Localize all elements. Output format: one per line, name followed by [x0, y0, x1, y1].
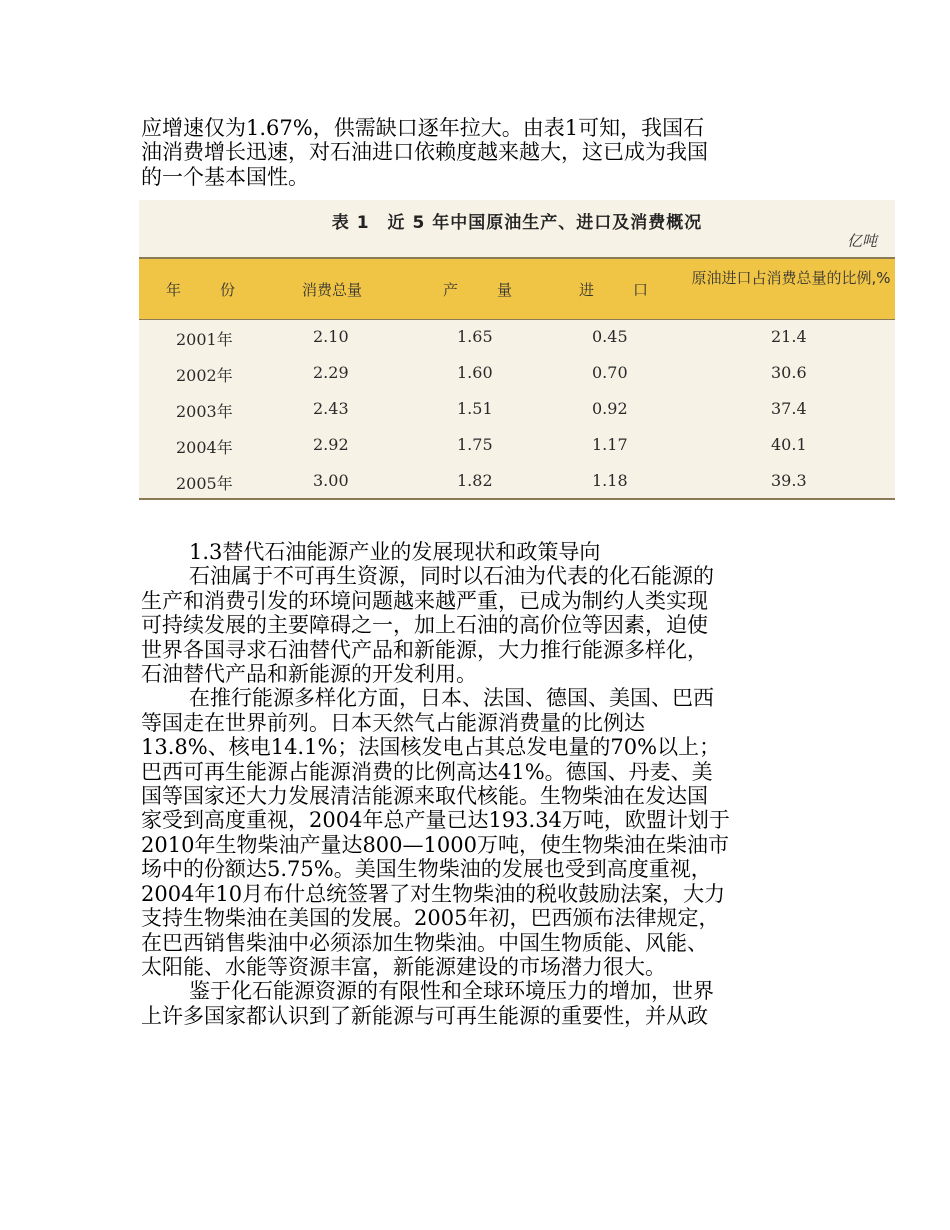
table-header-row: [139, 257, 895, 320]
text-line: 的一个基本国性。: [141, 164, 309, 189]
section-heading: 1.3替代石油能源产业的发展现状和政策导向: [189, 540, 601, 564]
cell-consumption: 3.00: [313, 471, 349, 490]
text-line: 鉴于化石能源资源的有限性和全球环境压力的增加，世界: [189, 979, 714, 1004]
cell-consumption: 2.10: [313, 327, 349, 346]
table-row: [139, 428, 895, 464]
cell-year: 2003年: [176, 402, 233, 421]
text-line: 石油属于不可再生资源，同时以石油为代表的化石能源的: [189, 564, 714, 589]
text-line: 在巴西销售柴油中必须添加生物柴油。中国生物质能、风能、: [141, 930, 708, 955]
text-line: 国等国家还大力发展清洁能源来取代核能。生物柴油在发达国: [141, 784, 708, 809]
cell-ratio: 39.3: [771, 471, 807, 490]
table-title: 表 1 近 5 年中国原油生产、进口及消费概况: [331, 213, 703, 233]
cell-ratio: 40.1: [771, 435, 807, 454]
cell-consumption: 2.92: [313, 435, 349, 454]
text-line: 太阳能、水能等资源丰富，新能源建设的市场潜力很大。: [141, 954, 666, 979]
text-line: 支持生物柴油在美国的发展。2005年初，巴西颁布法律规定，: [141, 906, 720, 931]
cell-import: 0.70: [592, 363, 628, 382]
cell-consumption: 2.43: [313, 399, 349, 418]
cell-import: 1.17: [592, 435, 628, 454]
text-line: 应增速仅为1.67%，供需缺口逐年拉大。由表1可知，我国石: [141, 116, 705, 140]
cell-production: 1.51: [457, 399, 493, 418]
text-line: 2010年生物柴油产量达800—1000万吨，使生物柴油在柴油市: [141, 832, 729, 857]
text-line: 上许多国家都认识到了新能源与可再生能源的重要性，并从政: [141, 1003, 708, 1028]
text-line: 生产和消费引发的环境问题越来越严重，已成为制约人类实现: [141, 588, 708, 613]
text-line: 油消费增长迅速，对石油进口依赖度越来越大，这已成为我国: [141, 140, 708, 165]
header-import-ratio: 原油进口占消费总量的比例,%: [691, 269, 891, 287]
text-line: 世界各国寻求石油替代产品和新能源，大力推行能源多样化，: [141, 637, 708, 662]
text-line: 石油替代产品和新能源的开发利用。: [141, 662, 477, 687]
text-line: 在推行能源多样化方面，日本、法国、德国、美国、巴西: [189, 686, 714, 711]
cell-production: 1.65: [457, 327, 493, 346]
text-line: 13.8%、核电14.1%；法国核发电占其总发电量的70%以上；: [141, 735, 721, 760]
section-body: [141, 540, 813, 1028]
table-row: [139, 320, 895, 356]
cell-import: 0.45: [592, 327, 628, 346]
cell-import: 0.92: [592, 399, 628, 418]
table-row: [139, 464, 895, 500]
cell-ratio: 37.4: [771, 399, 807, 418]
cell-year: 2005年: [176, 474, 233, 493]
text-line: 巴西可再生能源占能源消费的比例高达41%。德国、丹麦、美: [141, 759, 713, 784]
cell-production: 1.82: [457, 471, 493, 490]
table-row: [139, 392, 895, 428]
cell-production: 1.60: [457, 363, 493, 382]
cell-ratio: 30.6: [771, 363, 807, 382]
text-line: 家受到高度重视，2004年总产量已达193.34万吨，欧盟计划于: [141, 808, 730, 833]
text-line: 可持续发展的主要障碍之一，加上石油的高价位等因素，迫使: [141, 613, 708, 638]
cell-year: 2004年: [176, 438, 233, 457]
table-row: [139, 356, 895, 392]
header-import: 进 口: [579, 281, 661, 299]
cell-year: 2001年: [176, 330, 233, 349]
cell-consumption: 2.29: [313, 363, 349, 382]
cell-year: 2002年: [176, 366, 233, 385]
header-year: 年 份: [166, 281, 248, 299]
cell-production: 1.75: [457, 435, 493, 454]
oil-table-image: [139, 200, 895, 500]
cell-import: 1.18: [592, 471, 628, 490]
text-line: 等国走在世界前列。日本天然气占能源消费量的比例达: [141, 710, 645, 735]
header-consumption: 消费总量: [302, 281, 363, 299]
intro-paragraph: [141, 116, 813, 189]
cell-ratio: 21.4: [771, 327, 807, 346]
text-line: 2004年10月布什总统签署了对生物柴油的税收鼓励法案，大力: [141, 881, 726, 906]
table-unit: 亿吨: [846, 232, 877, 250]
text-line: 场中的份额达5.75%。美国生物柴油的发展也受到高度重视，: [141, 857, 712, 882]
table-bottom-rule: [139, 498, 895, 500]
header-production: 产 量: [443, 281, 525, 299]
